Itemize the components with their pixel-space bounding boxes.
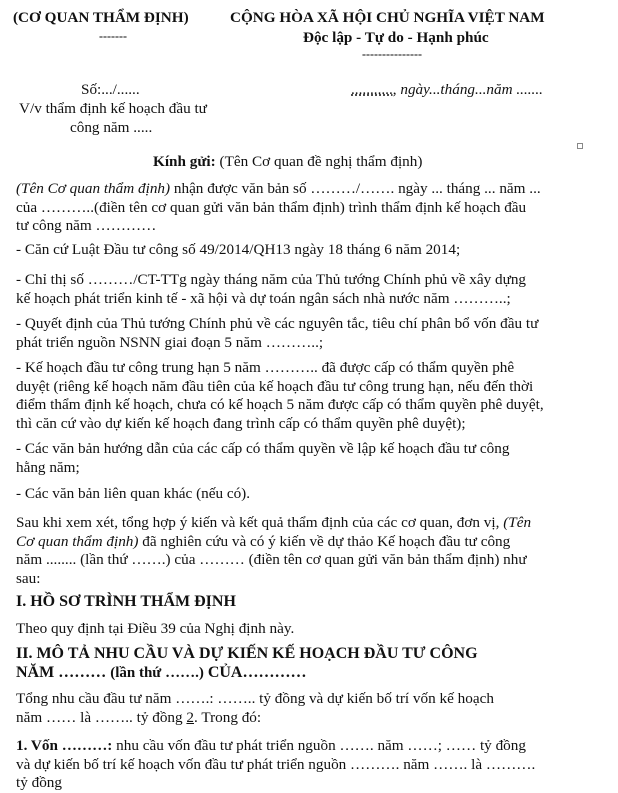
place-dots: ...........,	[351, 81, 397, 98]
basis-directive: - Chỉ thị số ………/CT-TTg ngày tháng năm của Thủ tướng Chính phủ về xây dựng kế hoạch phát triển kinh tế - xã hội và dự toán ngân sách nhà nước năm ………..;	[16, 271, 527, 307]
agency-name: (CƠ QUAN THẨM ĐỊNH)	[13, 9, 189, 26]
greeting-recipient: (Tên Cơ quan đề nghị thẩm định)	[215, 153, 423, 170]
date-text: ngày...tháng...năm .......	[396, 81, 543, 98]
greeting	[153, 153, 422, 171]
section-1-text: Theo quy định tại Điều 39 của Nghị định này.	[16, 620, 295, 637]
appraisal-agency-italic: (Tên Cơ quan thẩm định)	[16, 180, 171, 197]
review-paragraph: Sau khi xem xét, tổng hợp ý kiến và kết quả thẩm định của các cơ quan, đơn vị, (Tên Cơ quan thẩm định) đã nghiên cứu và có ý kiến về dự thảo Kế hoạch đầu tư công năm ........ (lần thứ …….) của ……… (điền tên cơ quan gửi văn bản thẩm định) như sau:	[16, 514, 532, 587]
intro-paragraph: (Tên Cơ quan thẩm định) nhận được văn bản số ………/……. ngày ... tháng ... năm ... của ………..(điền tên cơ quan gửi văn bản thẩm định) trình thẩm định kế hoạch đầu tư công năm …………	[16, 180, 541, 234]
section-1-heading: I. HỒ SƠ TRÌNH THẨM ĐỊNH	[16, 593, 236, 610]
republic-title: CỘNG HÒA XÃ HỘI CHỦ NGHĨA VIỆT NAM	[230, 9, 545, 26]
greeting-label: Kính gửi:	[153, 153, 216, 170]
anchor-marker	[577, 143, 583, 149]
section-2-total: Tổng nhu cầu đầu tư năm …….: …….. tỷ đồng và dự kiến bố trí vốn kế hoạch năm …… là …….. tỷ đồng 2. Trong đó:	[16, 690, 494, 726]
footnote-ref: 2	[186, 708, 195, 726]
basis-medium-term-plan: - Kế hoạch đầu tư công trung hạn 5 năm ……….. đã được cấp có thẩm quyền phê duyệt (riêng kế hoạch năm đầu tiên của kế hoạch đầu tư công trung hạn, nếu đến thời điểm thẩm định kế hoạch, chưa có kế hoạch 5 năm được cấp có thẩm quyền phê duyệt, thì căn cứ vào dự kiến kế hoạch đang trình cấp có thẩm quyền phê duyệt);	[16, 359, 544, 432]
section-2-item-1: 1. Vốn ………: nhu cầu vốn đầu tư phát triển nguồn ……. năm ……; …… tỷ đồng và dự kiến bố trí kế hoạch vốn đầu tư phát triển nguồn ………. năm ……. là ………. tỷ đồng	[16, 737, 536, 791]
motto: Độc lập - Tự do - Hạnh phúc	[303, 29, 489, 46]
date-line	[351, 81, 543, 99]
basis-decision: - Quyết định của Thủ tướng Chính phủ về các nguyên tắc, tiêu chí phân bổ vốn đầu tư phát triển nguồn NSNN giai đoạn 5 năm ………..;	[16, 315, 539, 351]
basis-other: - Các văn bản liên quan khác (nếu có).	[16, 485, 251, 502]
subject-line-2: công năm .....	[70, 119, 153, 136]
basis-guidance: - Các văn bản hướng dẫn của các cấp có thẩm quyền về lập kế hoạch đầu tư công hằng năm;	[16, 440, 510, 476]
document-number: Số:.../......	[81, 81, 140, 98]
subject-line-1: V/v thẩm định kế hoạch đầu tư	[19, 100, 207, 117]
section-2-heading: II. MÔ TẢ NHU CẦU VÀ DỰ KIẾN KẾ HOẠCH ĐẦU TƯ CÔNG NĂM ……… (lần thứ …….) CỦA…………	[16, 645, 478, 681]
motto-dash: ---------------	[362, 47, 422, 61]
basis-law: - Căn cứ Luật Đầu tư công số 49/2014/QH13 ngày 18 tháng 6 năm 2014;	[16, 241, 461, 258]
agency-dash: -------	[99, 29, 127, 43]
